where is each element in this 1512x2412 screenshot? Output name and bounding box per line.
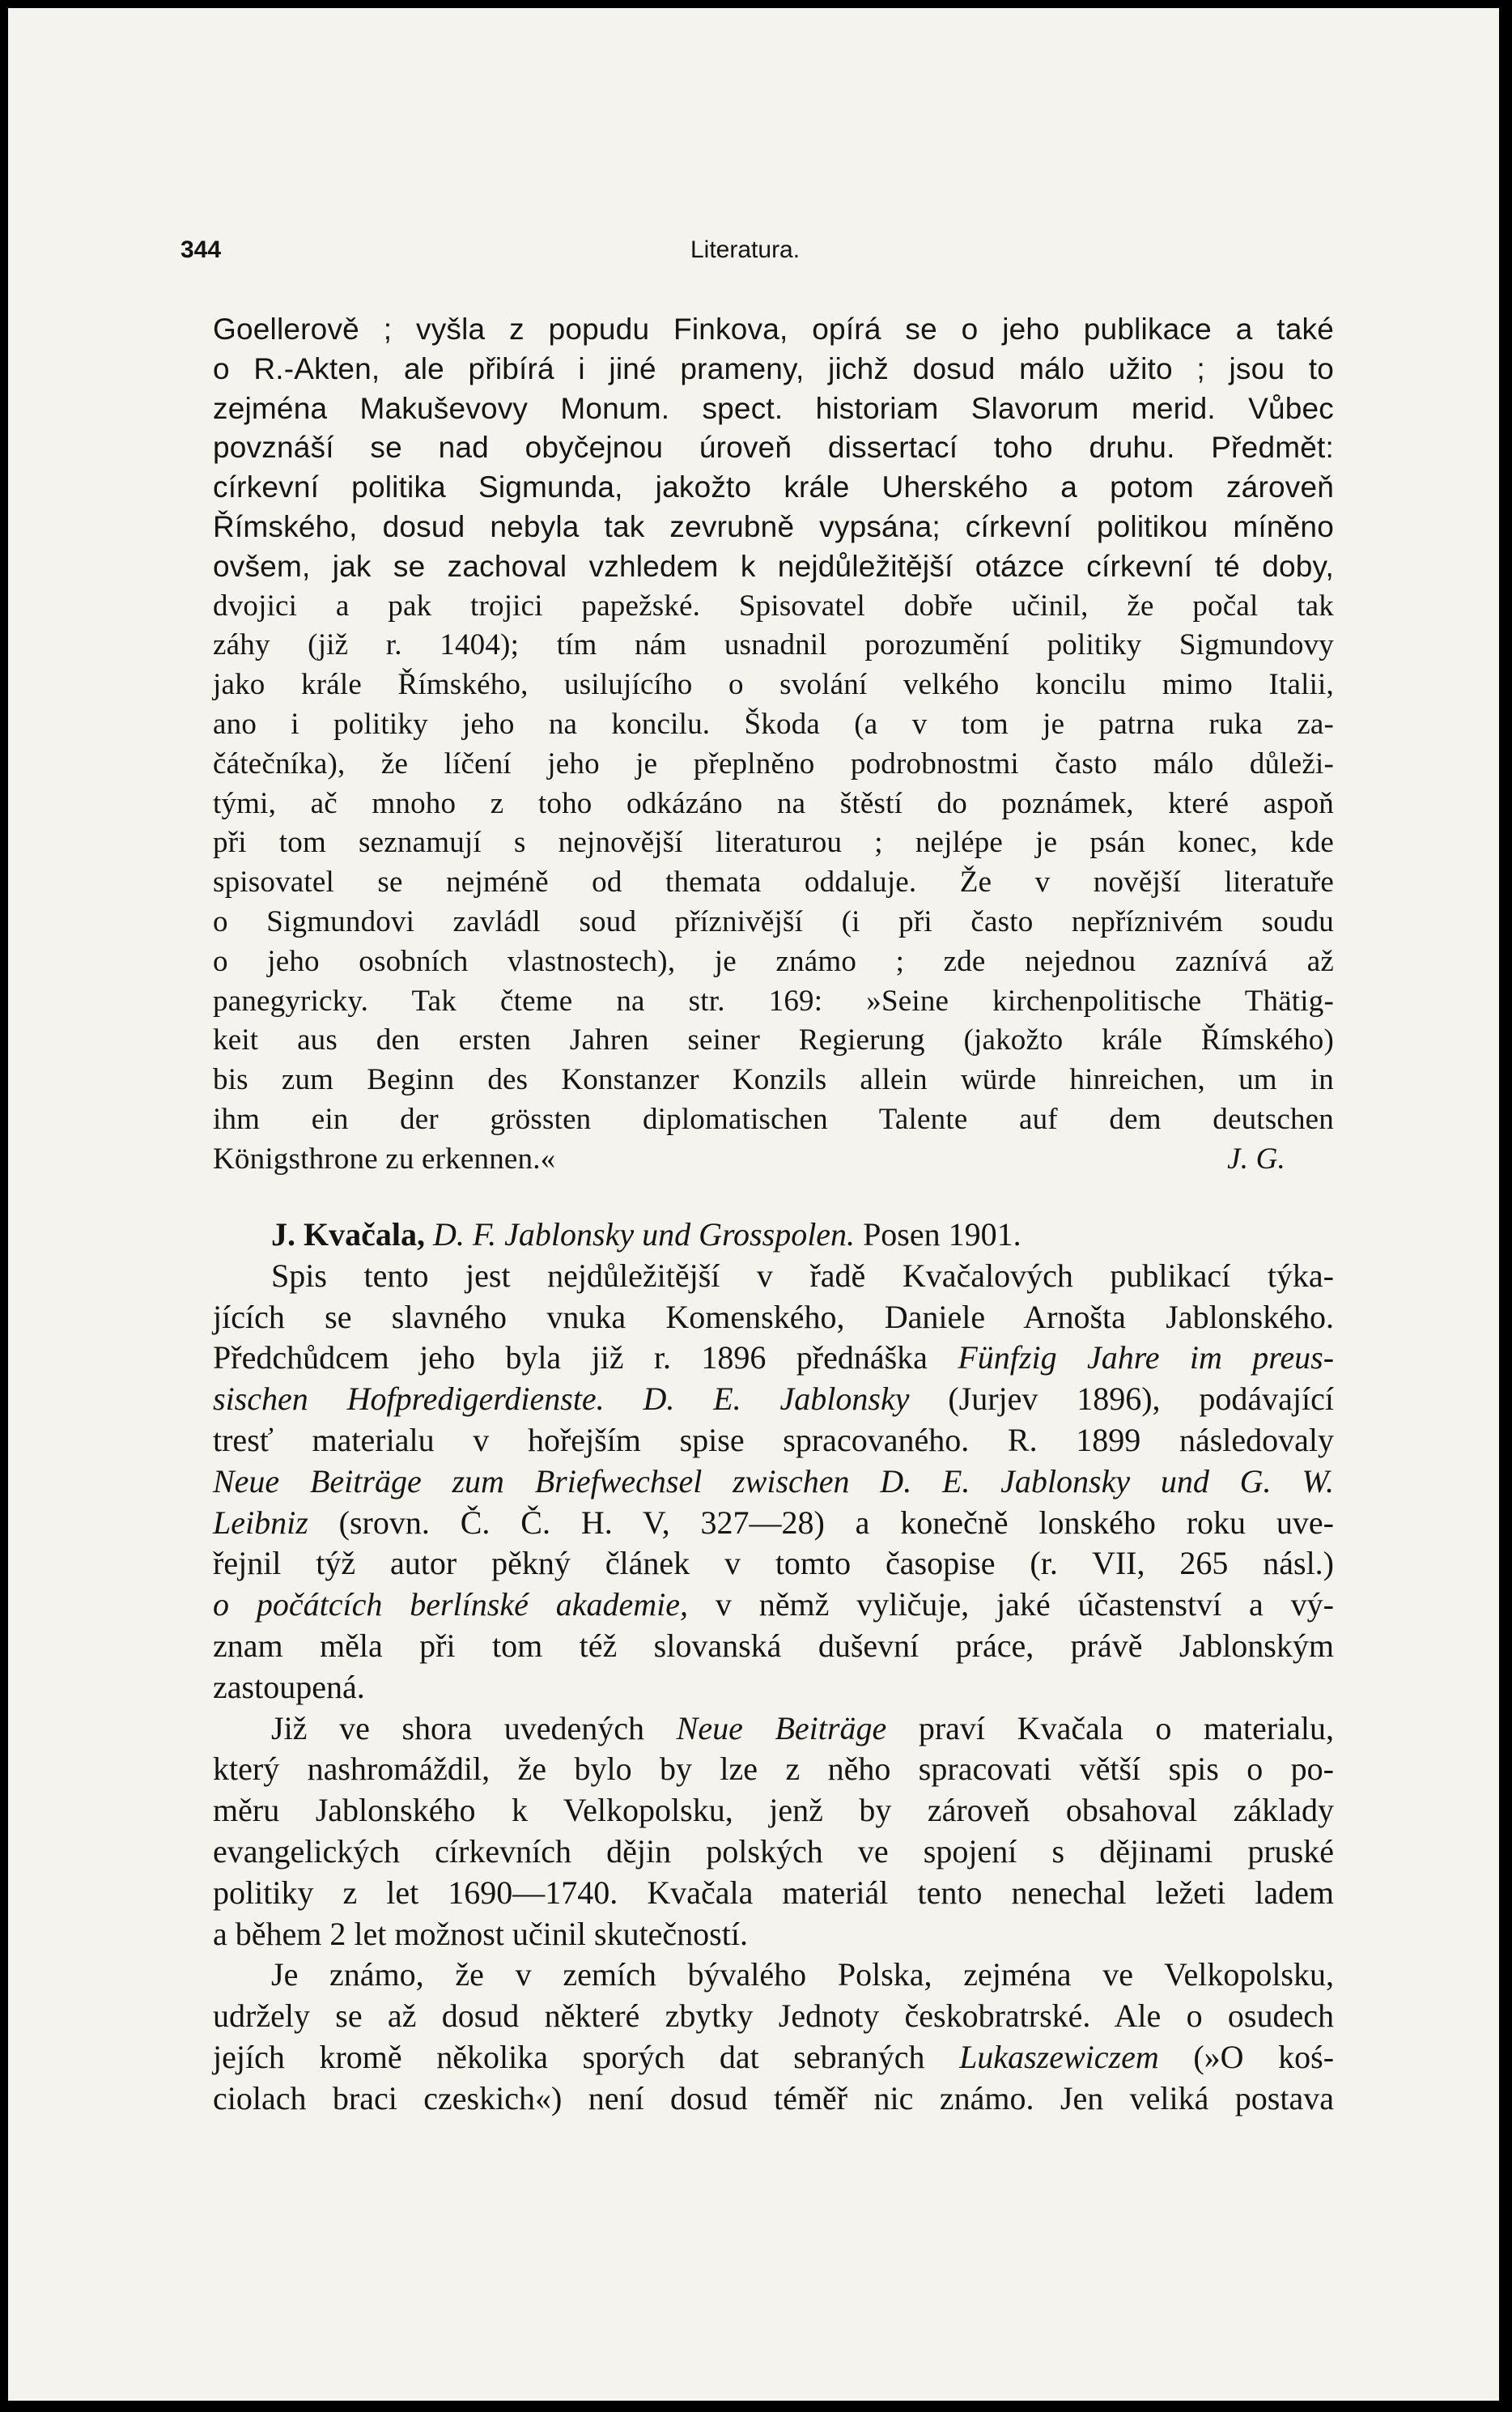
text-line: ciolach braci czeskich«) není dosud téměř nic známo. Jen veliká postava [213,2079,1334,2116]
italic-title: Leibniz [213,1504,308,1541]
reviewer-signature: J. G. [1227,1142,1285,1176]
text-line: spisovatel se nejméně od themata oddaluje. Že v novější literatuře [213,866,1334,900]
text-line: evangelických církevních dějin polských ve spojení s dějinami pruské [213,1832,1334,1870]
italic-name: Lukaszewiczem [959,2038,1159,2075]
italic-title: Neue Beiträge zum Briefwechsel zwischen D. E. Jablonsky und G. W. [213,1462,1334,1500]
text-line [213,2037,1334,2078]
text-line-with-signature [213,1140,1334,1180]
text-segment: Předchůdcem jeho byla již r. 1896 přednáška [213,1339,928,1376]
text-line: Spis tento jest nejdůležitější v řadě Kvačalových publikací týka- [271,1257,1334,1294]
text-line: záhy (již r. 1404); tím nám usnadnil porozumění politiky Sigmundovy [213,628,1334,662]
text-segment: (Jurjev 1896), podávající [948,1380,1334,1418]
review-1-body [213,310,1334,1180]
text-line: ihm ein der grössten diplomatischen Talente auf dem deutschen [213,1102,1334,1136]
text-line: jako krále Římského, usilujícího o svolání velkého koncilu mimo Italii, [213,668,1334,702]
text-segment: praví Kvačala o materialu, [918,1709,1335,1746]
text-line: zejména Makuševovy Monum. spect. historiam Slavorum merid. Vůbec [213,391,1334,425]
text-segment: v němž vyličuje, jaké účastenství a vý- [715,1586,1335,1623]
text-line: Je známo, že v zemích bývalého Polska, zejména ve Velkopolsku, [271,1956,1334,1993]
text-line: ano i politiky jeho na koncilu. Škoda (a v tom je patrna ruka za- [213,707,1334,741]
text-line: zastoupená. [213,1668,365,1705]
text-line: měru Jablonského k Velkopolsku, jenž by zároveň obsahoval základy [213,1792,1334,1829]
text-line: udržely se až dosud některé zbytky Jednoty českobratrské. Ale o osudech [213,1997,1334,2035]
text-line: keit aus den ersten Jahren seiner Regierung (jakožto krále Římského) [213,1023,1334,1057]
text-line: politiky z let 1690—1740. Kvačala materiál tento nenechal ležeti ladem [213,1874,1334,1911]
reviewed-author: J. Kvačala, [271,1216,425,1253]
text-line [213,1585,1334,1626]
italic-title: o počátcích berlínské akademie, [213,1586,688,1623]
text-segment: (srovn. Č. Č. H. V, 327—28) a konečně lonského roku uve- [338,1504,1335,1541]
text-line: řejnil týž autor pěkný článek v tomto časopise (r. VII, 265 násl.) [213,1545,1334,1582]
text-line: tresť materialu v hořejším spise spracovaného. R. 1899 následovaly [213,1421,1334,1458]
text-line: Königsthrone zu erkennen.« [213,1142,556,1176]
text-segment: jejích kromě několika sporých dat sebraných [213,2038,925,2075]
reviewed-title: D. F. Jablonsky und Grosspolen. [432,1216,856,1253]
review-2-body [213,1215,1334,2120]
text-line: panegyricky. Tak čteme na str. 169: »Seine kirchenpolitische Thätig- [213,984,1334,1018]
text-line [213,1338,1334,1379]
text-line: tými, ač mnoho z toho odkázáno na štěstí do poznámek, které aspoň [213,786,1334,820]
text-line: Římského, dosud nebyla tak zevrubně vypsána; církevní politikou míněno [213,509,1334,543]
text-line: čátečníka), že líčení jeho je přeplněno podrobnostmi často málo důleži- [213,747,1334,781]
review-heading [213,1215,1334,1256]
text-line: bis zum Beginn des Konstanzer Konzils allein würde hinreichen, um in [213,1063,1334,1097]
text-segment: (»O koś- [1193,2038,1335,2075]
text-line: povznáší se nad obyčejnou úroveň dissertací toho druhu. Předmět: [213,431,1334,465]
text-line: znam měla při tom též slovanská duševní práce, právě Jablonským [213,1627,1334,1664]
scanned-page [8,8,1499,2401]
text-line: a během 2 let možnost učinil skutečností. [213,1915,748,1952]
text-line: jících se slavného vnuka Komenského, Daniele Arnošta Jablonského. [213,1298,1334,1335]
text-segment: Již ve shora uvedených [271,1709,645,1746]
text-line: ovšem, jak se zachoval vzhledem k nejdůležitější otázce církevní té doby, [213,549,1334,583]
text-line: dvojici a pak trojici papežské. Spisovatel dobře učinil, že počal tak [213,589,1334,623]
italic-title: Neue Beiträge [676,1709,887,1746]
italic-title: sischen Hofpredigerdienste. D. E. Jablonsky [213,1380,910,1418]
italic-title: Fünfzig Jahre im preus- [958,1339,1335,1376]
text-line [213,1379,1334,1420]
reviewed-place-year: Posen 1901. [863,1216,1021,1253]
text-line: církevní politika Sigmunda, jakožto krále Uherského a potom zároveň [213,470,1334,504]
text-line [213,1708,1334,1750]
text-line: Goellerově ; vyšla z popudu Finkova, opírá se o jeho publikace a také [213,313,1334,346]
text-line [213,1503,1334,1544]
text-line: o R.-Akten, ale přibírá i jiné prameny, jichž dosud málo užito ; jsou to [213,351,1334,385]
text-line: o jeho osobních vlastnostech), je známo ; zde nejednou zaznívá až [213,944,1334,978]
text-line: při tom seznamují s nejnovější literaturou ; nejlépe je psán konec, kde [213,826,1334,860]
page-header [181,236,1362,269]
text-line: který nashromáždil, že bylo by lze z něho spracovati větší spis o po- [213,1751,1334,1788]
text-line [213,1461,1334,1503]
page-number: 344 [181,236,222,263]
running-title: Literatura. [690,236,801,263]
text-line: o Sigmundovi zavládl soud příznivější (i při často nepříznivém soudu [213,904,1334,938]
